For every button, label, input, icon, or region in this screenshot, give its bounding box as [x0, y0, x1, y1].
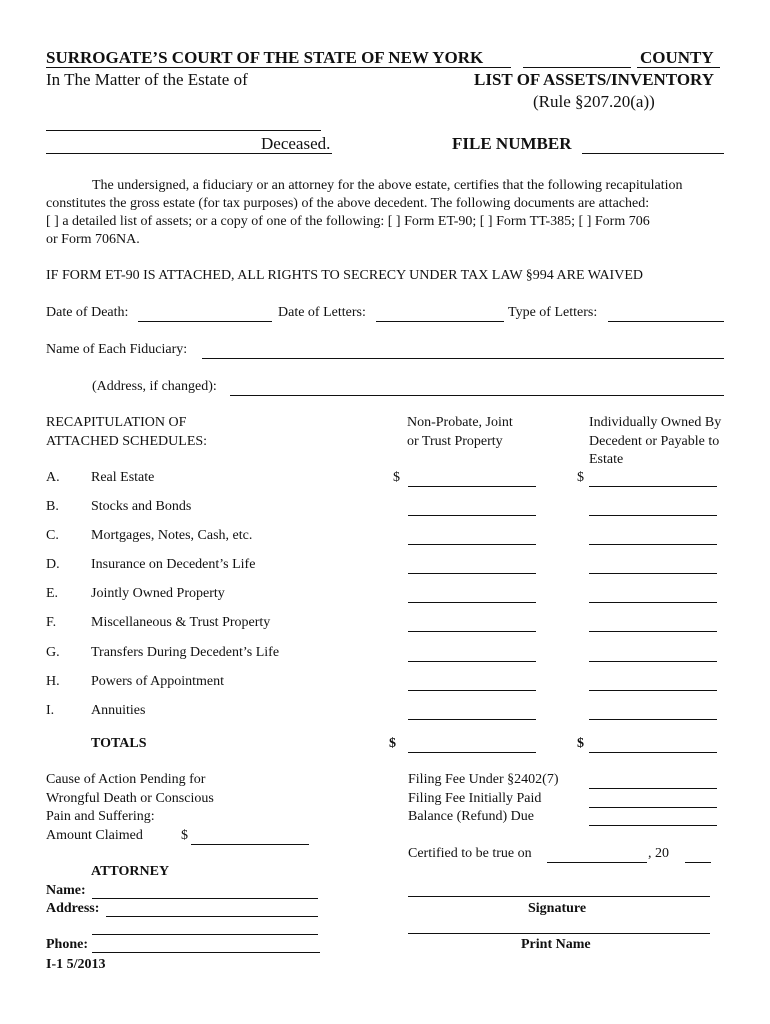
court-title: SURROGATE’S COURT OF THE STATE OF NEW YORK: [46, 48, 484, 67]
intro-line-1: The undersigned, a fiduciary or an attorney for the above estate, certifies that the following recapitulation: [92, 178, 683, 193]
date-of-letters-label: Date of Letters:: [278, 305, 366, 320]
attorney-phone-field[interactable]: [92, 952, 320, 953]
individually-owned-heading-line-3: Estate: [589, 452, 624, 467]
cause-of-action-line-1: Cause of Action Pending for: [46, 772, 206, 787]
non-probate-amount-field[interactable]: [408, 631, 536, 632]
totals-currency-symbol: $: [389, 736, 396, 751]
rule-reference: (Rule §207.20(a)): [533, 92, 655, 111]
individually-owned-heading-line-2: Decedent or Payable to: [589, 434, 720, 449]
county-label: COUNTY: [640, 48, 714, 67]
individually-owned-heading-line-1: Individually Owned By: [589, 415, 722, 430]
county-underline: [637, 67, 720, 68]
type-of-letters-label: Type of Letters:: [508, 305, 598, 320]
attorney-heading: ATTORNEY: [91, 864, 170, 879]
non-probate-amount-field[interactable]: [408, 573, 536, 574]
fiduciary-name-field[interactable]: [202, 358, 724, 359]
individually-owned-amount-field[interactable]: [589, 602, 717, 603]
print-name-field[interactable]: [408, 933, 710, 934]
certified-year-field[interactable]: [685, 862, 711, 863]
non-probate-amount-field[interactable]: [408, 515, 536, 516]
schedule-label: Insurance on Decedent’s Life: [91, 557, 256, 572]
individually-owned-amount-field[interactable]: [589, 486, 717, 487]
schedule-letter: A.: [46, 470, 60, 485]
individually-owned-amount-field[interactable]: [589, 690, 717, 691]
attorney-name-field[interactable]: [92, 898, 318, 899]
date-of-death-field[interactable]: [138, 321, 272, 322]
currency-symbol: $: [393, 470, 400, 485]
schedule-letter: F.: [46, 615, 57, 630]
schedule-label: Jointly Owned Property: [91, 586, 225, 601]
amount-claimed-field[interactable]: [191, 844, 309, 845]
balance-due-label: Balance (Refund) Due: [408, 809, 534, 824]
filing-fee-initial-label: Filing Fee Initially Paid: [408, 791, 542, 806]
individually-owned-amount-field[interactable]: [589, 573, 717, 574]
decedent-name-field[interactable]: [46, 153, 256, 154]
certified-year-prefix: , 20: [648, 846, 669, 861]
recap-heading-line-2: ATTACHED SCHEDULES:: [46, 434, 208, 449]
non-probate-heading-line-2: or Trust Property: [407, 434, 503, 449]
filing-fee-under-field[interactable]: [589, 788, 717, 789]
non-probate-heading-line-1: Non-Probate, Joint: [407, 415, 513, 430]
individually-owned-amount-field[interactable]: [589, 515, 717, 516]
schedule-label: Miscellaneous & Trust Property: [91, 615, 271, 630]
currency-symbol: $: [577, 470, 584, 485]
address-changed-label: (Address, if changed):: [92, 379, 217, 394]
cause-of-action-line-2: Wrongful Death or Conscious: [46, 791, 214, 806]
amount-claimed-label: Amount Claimed: [46, 828, 143, 843]
totals-label: TOTALS: [91, 736, 147, 751]
certified-date-field[interactable]: [547, 862, 647, 863]
county-field[interactable]: [523, 67, 631, 68]
court-title-underline: [46, 67, 511, 68]
signature-label: Signature: [528, 901, 587, 916]
file-number-field[interactable]: [582, 153, 724, 154]
schedule-label: Transfers During Decedent’s Life: [91, 645, 280, 660]
certified-label: Certified to be true on: [408, 846, 532, 861]
address-changed-field[interactable]: [230, 395, 724, 396]
non-probate-amount-field[interactable]: [408, 661, 536, 662]
form-title: LIST OF ASSETS/INVENTORY: [474, 70, 715, 89]
file-number-label: FILE NUMBER: [452, 134, 572, 153]
form-identifier: I-1 5/2013: [46, 957, 106, 972]
individually-owned-amount-field[interactable]: [589, 631, 717, 632]
non-probate-amount-field[interactable]: [408, 719, 536, 720]
cause-of-action-line-3: Pain and Suffering:: [46, 809, 155, 824]
signature-field[interactable]: [408, 896, 710, 897]
attorney-phone-label: Phone:: [46, 937, 88, 952]
non-probate-amount-field[interactable]: [408, 544, 536, 545]
date-of-death-label: Date of Death:: [46, 305, 129, 320]
attorney-address-field[interactable]: [106, 916, 318, 917]
type-of-letters-field[interactable]: [608, 321, 724, 322]
non-probate-total-field[interactable]: [408, 752, 536, 753]
matter-label: In The Matter of the Estate of: [46, 70, 248, 89]
estate-name-field[interactable]: [46, 130, 321, 131]
schedule-letter: G.: [46, 645, 60, 660]
intro-line-2: constitutes the gross estate (for tax purposes) of the above decedent. The following documents are attached:: [46, 196, 650, 211]
secrecy-waiver-notice: IF FORM ET-90 IS ATTACHED, ALL RIGHTS TO SECRECY UNDER TAX LAW §994 ARE WAIVED: [46, 268, 643, 283]
non-probate-amount-field[interactable]: [408, 690, 536, 691]
intro-line-3: [ ] a detailed list of assets; or a copy of one of the following: [ ] Form ET-90; [ ] Form TT-385; [ ] Form 706: [46, 214, 650, 229]
attorney-address-line-2-field[interactable]: [92, 934, 318, 935]
schedule-letter: C.: [46, 528, 59, 543]
deceased-label: Deceased.: [261, 134, 331, 153]
schedule-label: Annuities: [91, 703, 146, 718]
balance-due-field[interactable]: [589, 825, 717, 826]
date-of-letters-field[interactable]: [376, 321, 504, 322]
schedule-label: Mortgages, Notes, Cash, etc.: [91, 528, 253, 543]
recap-heading-line-1: RECAPITULATION OF: [46, 415, 187, 430]
individually-owned-amount-field[interactable]: [589, 719, 717, 720]
non-probate-amount-field[interactable]: [408, 602, 536, 603]
filing-fee-under-label: Filing Fee Under §2402(7): [408, 772, 559, 787]
individually-owned-total-field[interactable]: [589, 752, 717, 753]
schedule-letter: D.: [46, 557, 60, 572]
attorney-name-label: Name:: [46, 883, 86, 898]
amount-claimed-currency: $: [181, 828, 188, 843]
schedule-letter: E.: [46, 586, 59, 601]
schedule-label: Real Estate: [91, 470, 155, 485]
schedule-letter: I.: [46, 703, 55, 718]
individually-owned-amount-field[interactable]: [589, 544, 717, 545]
individually-owned-amount-field[interactable]: [589, 661, 717, 662]
schedule-label: Stocks and Bonds: [91, 499, 192, 514]
deceased-underline: [256, 153, 332, 154]
attorney-address-label: Address:: [46, 901, 100, 916]
intro-line-4: or Form 706NA.: [46, 232, 140, 247]
fiduciary-name-label: Name of Each Fiduciary:: [46, 342, 188, 357]
schedule-label: Powers of Appointment: [91, 674, 224, 689]
schedule-letter: H.: [46, 674, 60, 689]
filing-fee-initial-field[interactable]: [589, 807, 717, 808]
schedule-letter: B.: [46, 499, 59, 514]
print-name-label: Print Name: [521, 937, 591, 952]
non-probate-amount-field[interactable]: [408, 486, 536, 487]
totals-currency-symbol: $: [577, 736, 584, 751]
